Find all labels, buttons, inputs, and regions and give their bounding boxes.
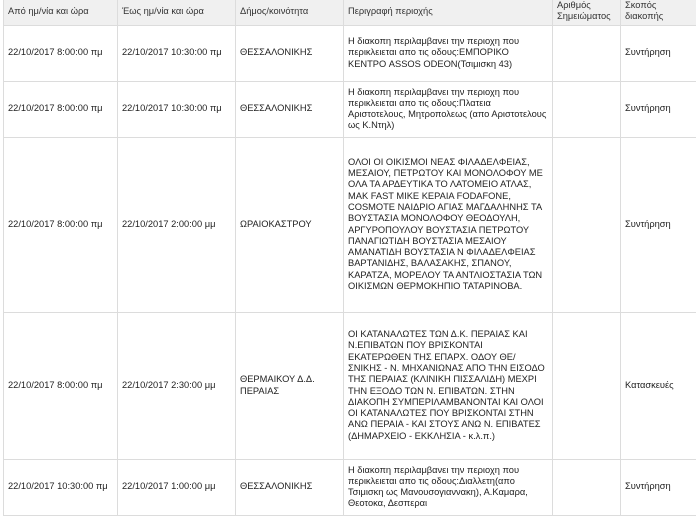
cell-municipality: ΘΕΡΜΑΙΚΟΥ Δ.Δ. ΠΕΡΑΙΑΣ (236, 312, 344, 459)
table-row (4, 81, 696, 137)
cell-purpose: Συντήρηση (621, 137, 696, 312)
cell-from: 22/10/2017 10:30:00 πμ (4, 459, 118, 515)
cell-number (553, 137, 621, 312)
column-header-purpose-line1: Σκοπός (625, 0, 656, 10)
cell-to: 22/10/2017 10:30:00 πμ (118, 81, 236, 137)
cell-to: 22/10/2017 2:00:00 μμ (118, 137, 236, 312)
column-header-to: Έως ημ/νία και ώρα (118, 0, 236, 25)
cell-description: Η διακοπη περιλαμβανει την περιοχη που περικλειεται απο τις οδους:Διαλλετη(απο Τσιμισκη ως Μανουσογιαννακη), Α.Καμαρα, Θεοτοκα, Δεσπεραι (344, 459, 553, 515)
column-header-number (553, 0, 621, 25)
table-header-row (4, 0, 696, 25)
cell-number (553, 25, 621, 81)
cell-municipality: ΘΕΣΣΑΛΟΝΙΚΗΣ (236, 25, 344, 81)
table-row (4, 137, 696, 312)
cell-municipality: ΘΕΣΣΑΛΟΝΙΚΗΣ (236, 81, 344, 137)
column-header-from: Από ημ/νία και ώρα (4, 0, 118, 25)
table-row (4, 25, 696, 81)
cell-description: Η διακοπη περιλαμβανει την περιοχη που περικλειεται απο τις οδους:ΕΜΠΟΡΙΚΟ ΚΕΝΤΡΟ ASSOS ODEON(Τσιμισκη 43) (344, 25, 553, 81)
cell-purpose: Συντήρηση (621, 459, 696, 515)
cell-description: Η διακοπη περιλαμβανει την περιοχη που περικλειεται απο τις οδους:Πλατεια Αριστοτελους, Μητροπολεως (απο Αριστοτελους ως Κ.Ντηλ) (344, 81, 553, 137)
cell-municipality: ΩΡΑΙΟΚΑΣΤΡΟΥ (236, 137, 344, 312)
table-row (4, 459, 696, 515)
cell-number (553, 81, 621, 137)
cell-description: ΟΛΟΙ ΟΙ ΟΙΚΙΣΜΟΙ ΝΕΑΣ ΦΙΛΑΔΕΛΦΕΙΑΣ, ΜΕΣΑΙΟΥ, ΠΕΤΡΩΤΟΥ ΚΑΙ ΜΟΝΟΛΟΦΟΥ ΜΕ ΟΛΑ ΤΑ ΑΡΔΕΥΤΙΚΑ ΤΟ ΛΑΤΟΜΕΙΟ ΑΤΛΑΣ, ΜΑΚ FAST ΜΙΚΕ ΚΕΡΑΙΑ FODAFONE, COSMOTE ΝΑΙΔΡΙΟ ΑΓΙΑΣ ΜΑΓΔΑΛΗΝΗΣ ΤΑ ΒΟΥΣΤΑΣΙΑ ΜΟΝΟΛΟΦΟΥ ΘΕΟΔΟΥΛΗ, ΑΡΓΥΡΟΠΟΥΛΟΥ ΒΟΥΣΤΑΣΙΑ ΠΕΤΡΩΤΟΥ ΠΑΝΑΓΙΩΤΙΔΗ ΒΟΥΣΤΑΣΙΑ ΜΕΣΑΙΟΥ ΑΜΑΝΑΤΙΔΗ ΒΟΥΣΤΑΣΙΑ Ν ΦΙΛΑΔΕΛΦΕΙΑΣ ΒΑΡΤΑΝΙΔΗΣ, ΒΑΛΑΣΑΚΗΣ, ΣΠΑΝΟΥ, ΚΑΡΑΤΖΑ, ΜΟΡΕΛΟΥ ΤΑ ΑΝΤΛΙΟΣΤΑΣΙΑ ΤΩΝ ΟΙΚΙΣΜΩΝ ΘΕΡΜΟΚΗΠΙΟ ΤΑΤΑΡΙΝΟΒΑ. (344, 137, 553, 312)
cell-number (553, 312, 621, 459)
cell-municipality: ΘΕΣΣΑΛΟΝΙΚΗΣ (236, 459, 344, 515)
column-header-purpose (621, 0, 696, 25)
cell-from: 22/10/2017 8:00:00 πμ (4, 312, 118, 459)
cell-from: 22/10/2017 8:00:00 πμ (4, 81, 118, 137)
cell-to: 22/10/2017 10:30:00 πμ (118, 25, 236, 81)
cell-description: ΟΙ ΚΑΤΑΝΑΛΩΤΕΣ ΤΩΝ Δ.Κ. ΠΕΡΑΙΑΣ ΚΑΙ Ν.ΕΠΙΒΑΤΩΝ ΠΟΥ ΒΡΙΣΚΟΝΤΑΙ ΕΚΑΤΕΡΩΘΕΝ ΤΗΣ ΕΠΑΡΧ. ΟΔΟΥ ΘΕ/ΣΝΙΚΗΣ - Ν. ΜΗΧΑΝΙΩΝΑΣ ΑΠΟ ΤΗΝ ΕΙΣΟΔΟ ΤΗΣ ΠΕΡΑΙΑΣ (ΚΛΙΝΙΚΗ ΠΙΣΣΑΛΙΔΗ) ΜΕΧΡΙ ΤΗΝ ΕΞΟΔΟ ΤΩΝ Ν. ΕΠΙΒΑΤΩΝ. ΣΤΗΝ ΔΙΑΚΟΠΗ ΣΥΜΠΕΡΙΛΑΜΒΑΝΟΝΤΑΙ ΚΑΙ ΟΛΟΙ ΟΙ ΚΑΤΑΝΑΛΩΤΕΣ ΠΟΥ ΒΡΙΣΚΟΝΤΑΙ ΣΤΗΝ ΑΝΩ ΠΕΡΑΙΑ - ΚΑΙ ΣΤΟΥΣ ΑΝΩ Ν. ΕΠΙΒΑΤΕΣ (ΔΗΜΑΡΧΕΙΟ - ΕΚΚΛΗΣΙΑ - κ.λ.π.) (344, 312, 553, 459)
column-header-municipality: Δήμος/κοινότητα (236, 0, 344, 25)
cell-purpose: Κατασκευές (621, 312, 696, 459)
column-header-number-line2: Σημειώματος (557, 11, 611, 21)
cell-to: 22/10/2017 1:00:00 μμ (118, 459, 236, 515)
cell-purpose: Συντήρηση (621, 81, 696, 137)
cell-purpose: Συντήρηση (621, 25, 696, 81)
cell-from: 22/10/2017 8:00:00 πμ (4, 137, 118, 312)
column-header-number-line1: Αριθμός (557, 0, 591, 10)
cell-from: 22/10/2017 8:00:00 πμ (4, 25, 118, 81)
cell-number (553, 459, 621, 515)
column-header-purpose-line2: διακοπής (625, 11, 663, 21)
table-row (4, 312, 696, 459)
cell-to: 22/10/2017 2:30:00 μμ (118, 312, 236, 459)
column-header-description: Περιγραφή περιοχής (344, 0, 553, 25)
outages-table (3, 0, 696, 516)
